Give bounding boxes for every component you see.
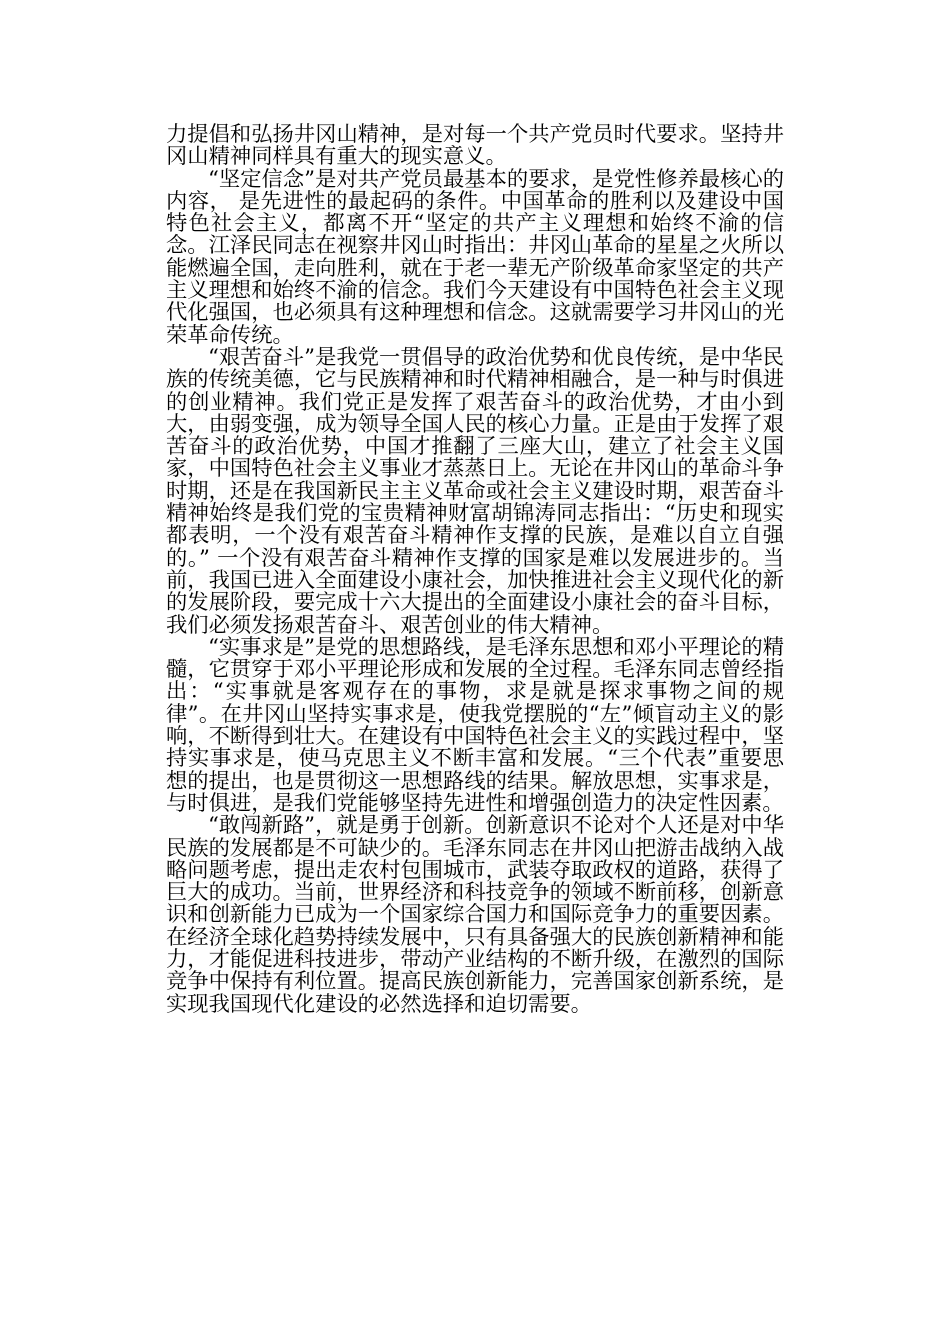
paragraph-hard-struggle: “艰苦奋斗”是我党一贯倡导的政治优势和优良传统，是中华民族的传统美德，它与民族精神和时代精神相融合，是一种与时俱进的创业精神。我们党正是发挥了艰苦奋斗的政治优势，才由小到大，由弱变强，成为领导全国人民的核心力量。正是由于发挥了艰苦奋斗的政治优势，中国才推翻了三座大山，建立了社会主义国家，中国特色社会主义事业才蒸蒸日上。无论在井冈山的革命斗争时期，还是在我国新民主主义革命或社会主义建设时期，艰苦奋斗精神始终是我们党的宝贵精神财富胡锦涛同志指出：“历史和现实都表明，一个没有艰苦奋斗精神作支撑的民族，是难以自立自强的。” 一个没有艰苦奋斗精神作支撑的国家是难以发展进步的。当前，我国已进入全面建设小康社会，加快推进社会主义现代化的新的发展阶段，要完成十六大提出的全面建设小康社会的奋斗目标，我们必须发扬艰苦奋斗、艰苦创业的伟大精神。 xyxy=(166,344,784,638)
document-body xyxy=(166,124,784,1016)
paragraph-firm-belief: “坚定信念”是对共产党员最基本的要求，是党性修养最核心的内容， 是先进性的最起码的条件。中国革命的胜利以及建设中国特色社会主义，都离不开“坚定的共产主义理想和始终不渝的信念。江泽民同志在视察井冈山时指出：井冈山革命的星星之火所以能燃遍全国，走向胜利，就在于老一辈无产阶级革命家坚定的共产主义理想和始终不渝的信念。我们今天建设有中国特色社会主义现代化强国，也必须具有这种理想和信念。这就需要学习井冈山的光荣革命传统。 xyxy=(166,166,784,348)
paragraph-continuation: 力提倡和弘扬井冈山精神，是对每一个共产党员时代要求。坚持井冈山精神同样具有重大的现实意义。 xyxy=(166,122,784,170)
paragraph-innovation: “敢闯新路”，就是勇于创新。创新意识不论对个人还是对中华民族的发展都是不可缺少的。毛泽东同志在井冈山把游击战纳入战略问题考虑，提出走农村包围城市，武装夺取政权的道路，获得了巨大的成功。当前，世界经济和科技竞争的领域不断前移，创新意识和创新能力已成为一个国家综合国力和国际竞争力的重要因素。在经济全球化趋势持续发展中，只有具备强大的民族创新精神和能力，才能促进科技进步，带动产业结构的不断升级，在激烈的国际竞争中保持有利位置。提高民族创新能力，完善国家创新系统，是实现我国现代化建设的必然选择和迫切需要。 xyxy=(166,813,784,1017)
paragraph-seek-truth: “实事求是”是党的思想路线，是毛泽东思想和邓小平理论的精髓，它贯穿于邓小平理论形成和发展的全过程。毛泽东同志曾经指出：“实事就是客观存在的事物，求是就是探求事物之间的规律”。在井冈山坚持实事求是，使我党摆脱的“左”倾盲动主义的影响，不断得到壮大。在建设有中国特色社会主义的实践过程中，坚持实事求是，使马克思主义不断丰富和发展。“三个代表”重要思想的提出，也是贯彻这一思想路线的结果。解放思想，实事求是，与时俱进，是我们党能够坚持先进性和增强创造力的决定性因素。 xyxy=(166,634,784,816)
